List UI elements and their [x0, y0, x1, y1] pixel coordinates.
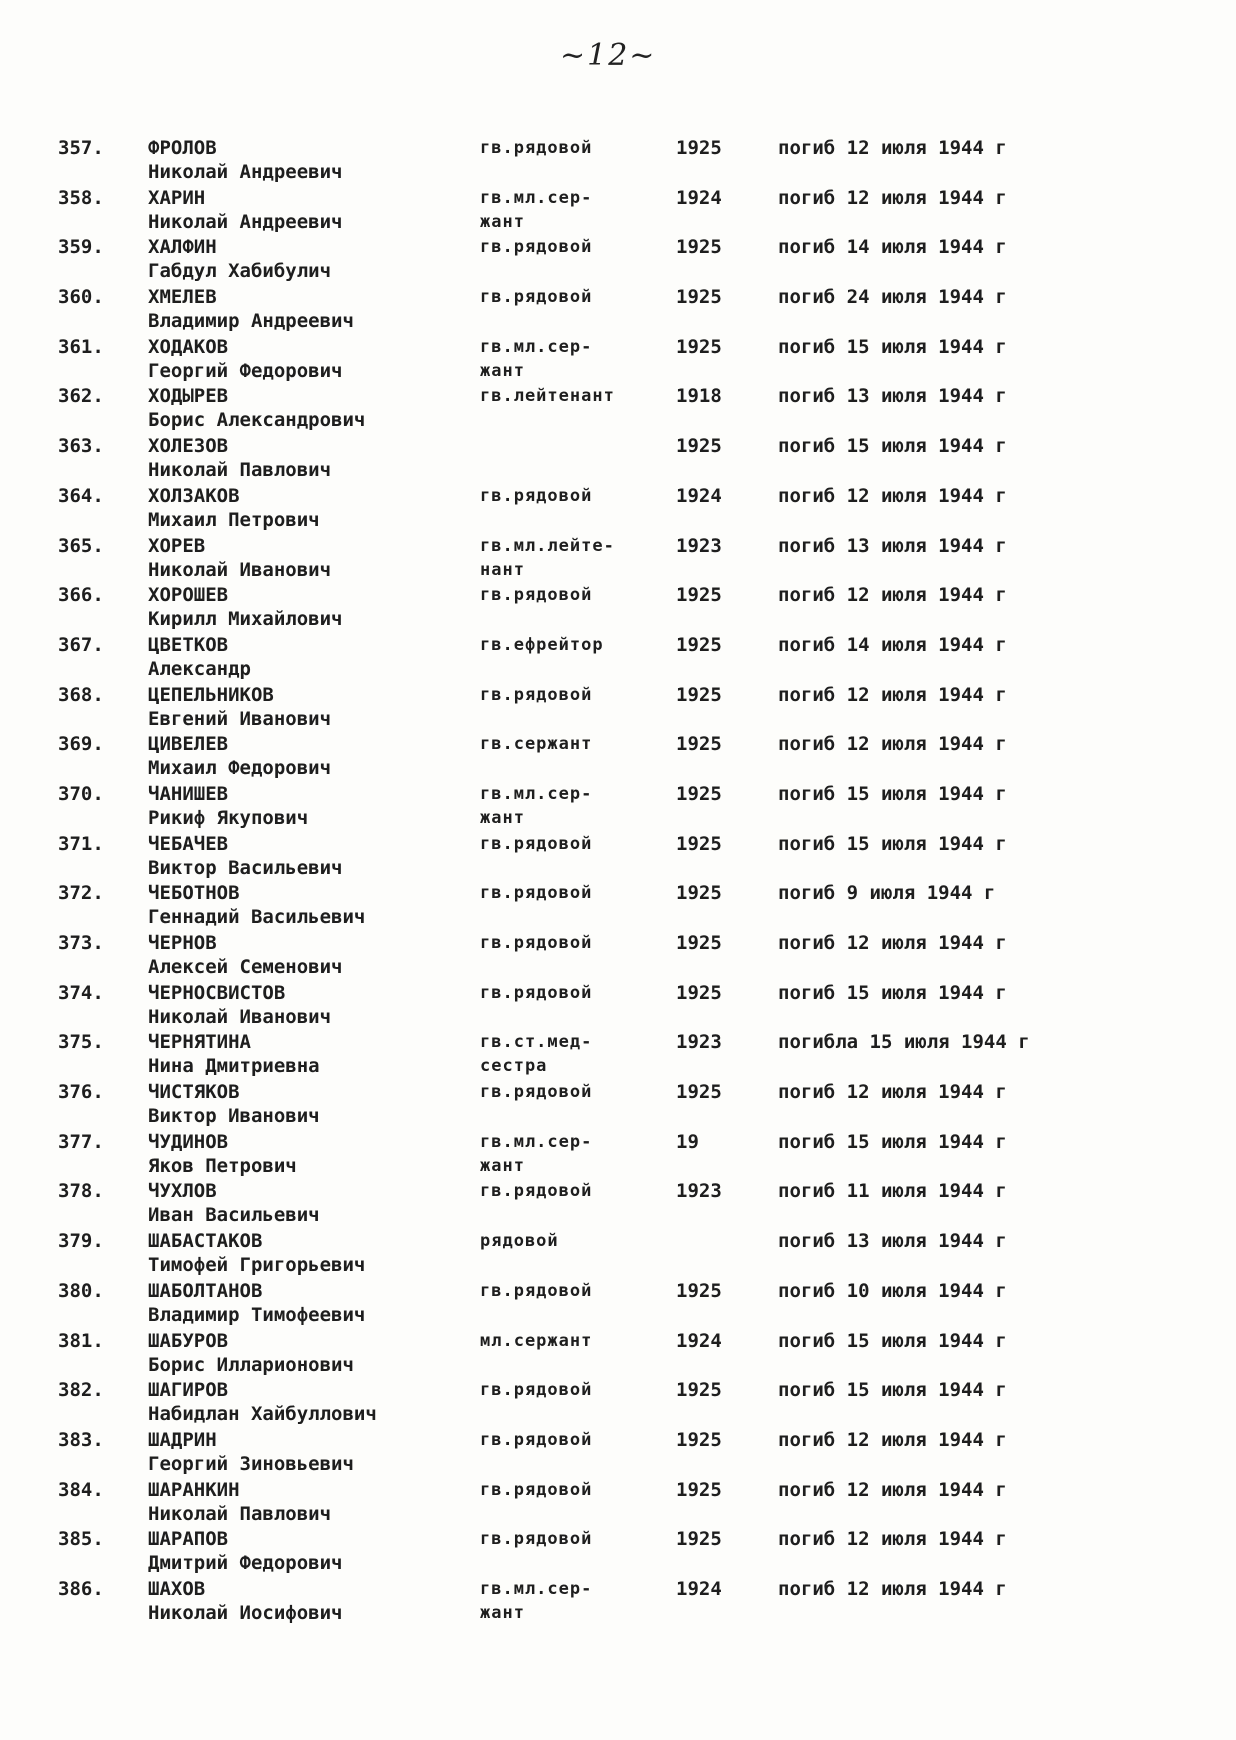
- entry-rank-line1: гв.рядовой: [480, 1280, 593, 1301]
- entry-rank-line1: гв.рядовой: [480, 1529, 593, 1550]
- entry-given-name: Нина Дмитриевна: [148, 1055, 320, 1078]
- entry-name: [148, 136, 342, 184]
- entry-rank: [480, 1030, 592, 1078]
- entry-rank: [480, 633, 604, 657]
- entry-rank-line1: гв.рядовой: [480, 1479, 593, 1500]
- entry-fate: погиб 11 июля 1944 г: [778, 1180, 1007, 1203]
- entry-number: 366.: [58, 584, 104, 607]
- entry-surname: ХМЕЛЕВ: [148, 286, 217, 309]
- entry-rank: [480, 1478, 592, 1502]
- list-item: [0, 136, 1236, 186]
- entry-rank-line1: гв.рядовой: [480, 287, 593, 308]
- entry-number: 365.: [58, 534, 104, 557]
- entry-rank-line1: гв.рядовой: [480, 1082, 593, 1103]
- entry-rank: [480, 732, 592, 756]
- entry-birth-year: 1925: [676, 236, 722, 259]
- entry-rank-line2: нант: [480, 559, 525, 580]
- entry-name: [148, 1329, 354, 1377]
- entry-fate: погиб 14 июля 1944 г: [778, 236, 1007, 259]
- entry-surname: ЧЕРНОВ: [148, 932, 217, 954]
- entry-fate: погиб 12 июля 1944 г: [778, 1478, 1007, 1501]
- entry-fate: погиб 15 июля 1944 г: [778, 782, 1007, 805]
- entry-number: 384.: [58, 1478, 104, 1501]
- entry-given-name: Владимир Тимофеевич: [148, 1303, 366, 1326]
- list-item: [0, 484, 1236, 534]
- entry-given-name: Георгий Зиновьевич: [148, 1452, 354, 1475]
- entry-fate: погиб 12 июля 1944 г: [778, 932, 1007, 954]
- entry-birth-year: 1925: [676, 1081, 722, 1104]
- list-item: [0, 186, 1236, 236]
- entry-rank: [480, 1428, 592, 1452]
- entry-rank: [480, 534, 615, 582]
- entry-rank-line1: гв.рядовой: [480, 684, 593, 705]
- entry-birth-year: 1925: [676, 633, 722, 656]
- entry-name: [148, 534, 331, 582]
- entry-number: 367.: [58, 633, 104, 656]
- entry-fate: погиб 9 июля 1944 г: [778, 882, 996, 905]
- entry-rank-line1: гв.рядовой: [480, 833, 593, 854]
- entry-name: [148, 335, 342, 383]
- entry-name: [148, 384, 365, 432]
- entry-name: [148, 1378, 377, 1426]
- entry-name: [148, 1179, 320, 1227]
- entry-name: [148, 583, 342, 631]
- entry-name: [148, 981, 331, 1029]
- entry-birth-year: 1924: [676, 1577, 722, 1600]
- page-number: ~12~: [560, 38, 657, 73]
- entry-surname: ЦВЕТКОВ: [148, 633, 229, 656]
- entry-rank: [480, 1527, 592, 1551]
- entry-surname: ХАРИН: [148, 186, 206, 209]
- entry-rank: [480, 1229, 559, 1253]
- entry-fate: погиб 15 июля 1944 г: [778, 1379, 1007, 1402]
- entry-rank: [480, 1329, 592, 1353]
- entry-birth-year: 1925: [676, 782, 722, 805]
- entry-birth-year: 1925: [676, 1279, 722, 1302]
- entry-surname: ЧУХЛОВ: [148, 1180, 217, 1203]
- entry-rank-line1: гв.рядовой: [480, 1380, 593, 1401]
- entry-surname: ЧУДИНОВ: [148, 1130, 229, 1153]
- entry-given-name: Владимир Андреевич: [148, 310, 354, 333]
- entry-rank-line1: гв.рядовой: [480, 883, 593, 904]
- entry-name: [148, 881, 365, 929]
- entry-given-name: Иван Васильевич: [148, 1204, 320, 1227]
- entry-given-name: Виктор Иванович: [148, 1105, 320, 1128]
- entry-number: 381.: [58, 1329, 104, 1352]
- list-item: [0, 633, 1236, 683]
- entry-birth-year: 1924: [676, 1329, 722, 1352]
- list-item: [0, 1478, 1236, 1528]
- entry-given-name: Евгений Иванович: [148, 707, 332, 730]
- entry-rank-line1: гв.мл.сер-: [480, 783, 593, 804]
- entry-given-name: Николай Павлович: [148, 459, 332, 482]
- entry-name: [148, 832, 342, 880]
- entry-name: [148, 1527, 342, 1575]
- entry-surname: ШАГИРОВ: [148, 1379, 229, 1402]
- entry-number: 378.: [58, 1180, 104, 1203]
- entry-rank-line1: гв.рядовой: [480, 933, 593, 953]
- entry-number: 373.: [58, 932, 104, 954]
- entry-fate: погибла 15 июля 1944 г: [778, 1031, 1030, 1054]
- entry-fate: погиб 12 июля 1944 г: [778, 1528, 1007, 1551]
- entry-fate: погиб 24 июля 1944 г: [778, 286, 1007, 309]
- entry-rank: [480, 186, 592, 234]
- list-item: [0, 1080, 1236, 1130]
- entry-given-name: Николай Андреевич: [148, 161, 343, 183]
- entry-fate: погиб 10 июля 1944 г: [778, 1279, 1007, 1302]
- entry-birth-year: 1923: [676, 1031, 722, 1054]
- entry-name: [148, 732, 331, 780]
- entry-birth-year: 1918: [676, 385, 722, 408]
- entry-name: [148, 1478, 331, 1526]
- entry-fate: погиб 15 июля 1944 г: [778, 335, 1007, 358]
- entry-fate: погиб 12 июля 1944 г: [778, 1428, 1007, 1451]
- list-item: [0, 335, 1236, 385]
- entry-name: [148, 782, 308, 830]
- list-item: [0, 285, 1236, 335]
- list-item: [0, 1279, 1236, 1329]
- entry-surname: ЦИВЕЛЕВ: [148, 733, 229, 756]
- entry-given-name: Георгий Федорович: [148, 359, 343, 382]
- entry-given-name: Михаил Федорович: [148, 757, 332, 780]
- entry-given-name: Николай Иосифович: [148, 1601, 343, 1624]
- entry-rank: [480, 1130, 592, 1178]
- list-item: [0, 981, 1236, 1031]
- list-item: [0, 1378, 1236, 1428]
- entry-rank-line1: мл.сержант: [480, 1330, 593, 1351]
- entry-birth-year: 1925: [676, 1478, 722, 1501]
- entry-given-name: Николай Иванович: [148, 1005, 332, 1028]
- entry-rank: [480, 981, 592, 1005]
- entry-birth-year: 1925: [676, 683, 722, 706]
- entry-birth-year: 1924: [676, 186, 722, 209]
- entry-surname: ХОРОШЕВ: [148, 584, 229, 607]
- entry-surname: ХОРЕВ: [148, 534, 206, 557]
- entry-rank-line1: гв.ст.мед-: [480, 1032, 593, 1053]
- entry-given-name: Рикиф Якупович: [148, 806, 309, 829]
- entry-given-name: Кирилл Михайлович: [148, 608, 343, 631]
- entry-birth-year: 1925: [676, 1528, 722, 1551]
- entry-surname: ХОДЫРЕВ: [148, 385, 229, 408]
- list-item: [0, 683, 1236, 733]
- entry-fate: погиб 13 июля 1944 г: [778, 1230, 1007, 1253]
- entry-fate: погиб 15 июля 1944 г: [778, 435, 1007, 458]
- entry-given-name: Яков Петрович: [148, 1154, 297, 1177]
- entry-surname: ЧИСТЯКОВ: [148, 1081, 240, 1104]
- entry-number: 360.: [58, 286, 104, 309]
- list-item: [0, 1577, 1236, 1627]
- entry-number: 386.: [58, 1577, 104, 1600]
- entry-surname: ФРОЛОВ: [148, 137, 217, 159]
- entry-birth-year: 1925: [676, 981, 722, 1004]
- entry-name: [148, 683, 331, 731]
- entry-number: 368.: [58, 683, 104, 706]
- entry-name: [148, 1130, 297, 1178]
- entry-surname: ЧЕРНЯТИНА: [148, 1031, 251, 1054]
- entry-rank-line2: сестра: [480, 1056, 548, 1077]
- entry-given-name: Алексей Семенович: [148, 956, 343, 978]
- entry-fate: погиб 12 июля 1944 г: [778, 1081, 1007, 1104]
- list-item: [0, 583, 1236, 633]
- entry-name: [148, 1577, 342, 1625]
- entry-rank-line1: гв.рядовой: [480, 1181, 593, 1202]
- list-item: [0, 782, 1236, 832]
- entry-fate: погиб 15 июля 1944 г: [778, 1329, 1007, 1352]
- entry-surname: ШАХОВ: [148, 1577, 206, 1600]
- entry-rank: [480, 583, 592, 607]
- entry-name: [148, 1030, 320, 1078]
- entry-fate: погиб 15 июля 1944 г: [778, 1130, 1007, 1153]
- entry-number: 369.: [58, 733, 104, 756]
- entry-fate: погиб 12 июля 1944 г: [778, 683, 1007, 706]
- entry-rank: [480, 1577, 592, 1625]
- entry-fate: погиб 12 июля 1944 г: [778, 1577, 1007, 1600]
- entry-fate: погиб 12 июля 1944 г: [778, 137, 1007, 159]
- entry-name: [148, 285, 354, 333]
- entry-rank-line2: жант: [480, 1602, 525, 1623]
- entry-birth-year: 1925: [676, 435, 722, 458]
- list-item: [0, 1229, 1236, 1279]
- entry-rank: [480, 1179, 592, 1203]
- entry-given-name: Николай Павлович: [148, 1502, 332, 1525]
- entry-given-name: Габдул Хабибулич: [148, 260, 332, 283]
- entry-rank-line1: гв.рядовой: [480, 585, 593, 606]
- entry-birth-year: 1925: [676, 137, 722, 159]
- entry-number: 359.: [58, 236, 104, 259]
- list-item: [0, 1130, 1236, 1180]
- entry-number: 377.: [58, 1130, 104, 1153]
- entry-number: 370.: [58, 782, 104, 805]
- entry-rank: [480, 384, 615, 408]
- entry-birth-year: 1925: [676, 335, 722, 358]
- entry-birth-year: 1923: [676, 1180, 722, 1203]
- entry-number: 376.: [58, 1081, 104, 1104]
- entry-fate: погиб 15 июля 1944 г: [778, 981, 1007, 1004]
- entry-rank: [480, 683, 592, 707]
- entry-fate: погиб 12 июля 1944 г: [778, 584, 1007, 607]
- list-item: [0, 931, 1236, 981]
- entry-surname: ШАДРИН: [148, 1428, 217, 1451]
- entry-number: 375.: [58, 1031, 104, 1054]
- entry-name: [148, 1428, 354, 1476]
- entry-rank-line1: гв.рядовой: [480, 982, 593, 1003]
- list-item: [0, 1428, 1236, 1478]
- entry-number: 363.: [58, 435, 104, 458]
- entry-rank-line1: гв.ефрейтор: [480, 634, 604, 655]
- list-item: [0, 434, 1236, 484]
- entry-rank: [480, 235, 592, 259]
- entry-birth-year: 1925: [676, 733, 722, 756]
- entry-birth-year: 19: [676, 1130, 699, 1153]
- entry-name: [148, 235, 331, 283]
- list-item: [0, 1527, 1236, 1577]
- entry-birth-year: 1924: [676, 484, 722, 507]
- entry-name: [148, 484, 320, 532]
- entry-birth-year: 1925: [676, 932, 722, 954]
- entry-number: 371.: [58, 832, 104, 855]
- entry-surname: ЧЕБАЧЕВ: [148, 832, 229, 855]
- list-item: [0, 732, 1236, 782]
- entry-name: [148, 1279, 365, 1327]
- entry-fate: погиб 14 июля 1944 г: [778, 633, 1007, 656]
- entry-given-name: Михаил Петрович: [148, 508, 320, 531]
- entry-rank-line1: гв.мл.сер-: [480, 1578, 593, 1599]
- entry-rank-line1: гв.мл.сер-: [480, 1131, 593, 1152]
- entry-rank-line1: гв.рядовой: [480, 237, 593, 258]
- entry-surname: ШАБУРОВ: [148, 1329, 229, 1352]
- entry-name: [148, 633, 251, 681]
- entry-name: [148, 1229, 365, 1277]
- entry-given-name: Виктор Васильевич: [148, 856, 343, 879]
- entry-rank-line1: гв.рядовой: [480, 1429, 593, 1450]
- entry-given-name: Тимофей Григорьевич: [148, 1254, 366, 1277]
- entry-surname: ЧАНИШЕВ: [148, 782, 229, 805]
- entry-given-name: Борис Александрович: [148, 409, 366, 432]
- entry-fate: погиб 12 июля 1944 г: [778, 733, 1007, 756]
- entry-rank-line1: гв.рядовой: [480, 138, 593, 158]
- entry-number: 385.: [58, 1528, 104, 1551]
- entry-name: [148, 931, 342, 979]
- entry-surname: ШАБОЛТАНОВ: [148, 1279, 263, 1302]
- entry-number: 383.: [58, 1428, 104, 1451]
- entry-rank: [480, 1378, 592, 1402]
- entry-number: 361.: [58, 335, 104, 358]
- entry-rank-line1: гв.лейтенант: [480, 386, 615, 407]
- entry-rank: [480, 335, 592, 383]
- entry-rank: [480, 136, 592, 160]
- casualty-list: [0, 136, 1236, 1627]
- entry-rank: [480, 1080, 592, 1104]
- entry-number: 357.: [58, 137, 104, 159]
- entry-given-name: Борис Илларионович: [148, 1353, 354, 1376]
- entry-fate: погиб 12 июля 1944 г: [778, 186, 1007, 209]
- entry-birth-year: 1925: [676, 286, 722, 309]
- entry-surname: ЧЕБОТНОВ: [148, 882, 240, 905]
- entry-fate: погиб 12 июля 1944 г: [778, 484, 1007, 507]
- entry-rank-line1: гв.рядовой: [480, 485, 593, 506]
- entry-given-name: Николай Андреевич: [148, 210, 343, 233]
- entry-number: 382.: [58, 1379, 104, 1402]
- entry-fate: погиб 13 июля 1944 г: [778, 534, 1007, 557]
- entry-rank-line1: гв.мл.лейте-: [480, 535, 615, 556]
- entry-rank-line2: жант: [480, 360, 525, 381]
- entry-name: [148, 434, 331, 482]
- entry-rank: [480, 881, 592, 905]
- entry-birth-year: 1925: [676, 882, 722, 905]
- entry-rank: [480, 285, 592, 309]
- entry-rank-line2: жант: [480, 211, 525, 232]
- entry-rank-line1: рядовой: [480, 1231, 559, 1252]
- entry-surname: ЦЕПЕЛЬНИКОВ: [148, 683, 274, 706]
- entry-birth-year: 1923: [676, 534, 722, 557]
- entry-name: [148, 1080, 320, 1128]
- entry-surname: ХОЛЕЗОВ: [148, 435, 229, 458]
- entry-rank: [480, 832, 592, 856]
- entry-rank: [480, 782, 592, 830]
- list-item: [0, 1329, 1236, 1379]
- entry-rank: [480, 931, 592, 955]
- entry-surname: ЧЕРНОСВИСТОВ: [148, 981, 286, 1004]
- entry-given-name: Дмитрий Федорович: [148, 1552, 343, 1575]
- list-item: [0, 384, 1236, 434]
- entry-given-name: Набидлан Хайбуллович: [148, 1403, 377, 1426]
- entry-rank-line2: жант: [480, 1155, 525, 1176]
- entry-rank-line1: гв.мл.сер-: [480, 187, 593, 208]
- entry-birth-year: 1925: [676, 584, 722, 607]
- entry-surname: ШАБАСТАКОВ: [148, 1230, 263, 1253]
- entry-number: 374.: [58, 981, 104, 1004]
- entry-rank-line2: жант: [480, 807, 525, 828]
- entry-rank-line1: гв.сержант: [480, 734, 593, 755]
- list-item: [0, 832, 1236, 882]
- entry-surname: ХОЛЗАКОВ: [148, 484, 240, 507]
- list-item: [0, 1179, 1236, 1229]
- entry-birth-year: 1925: [676, 1428, 722, 1451]
- entry-number: 358.: [58, 186, 104, 209]
- entry-fate: погиб 13 июля 1944 г: [778, 385, 1007, 408]
- entry-given-name: Александр: [148, 657, 251, 680]
- entry-surname: ХАЛФИН: [148, 236, 217, 259]
- entry-number: 380.: [58, 1279, 104, 1302]
- entry-given-name: Геннадий Васильевич: [148, 906, 366, 929]
- entry-given-name: Николай Иванович: [148, 558, 332, 581]
- entry-birth-year: 1925: [676, 1379, 722, 1402]
- entry-number: 364.: [58, 484, 104, 507]
- entry-surname: ШАРАПОВ: [148, 1528, 229, 1551]
- entry-rank: [480, 484, 592, 508]
- list-item: [0, 235, 1236, 285]
- list-item: [0, 1030, 1236, 1080]
- entry-birth-year: 1925: [676, 832, 722, 855]
- entry-name: [148, 186, 342, 234]
- entry-number: 379.: [58, 1230, 104, 1253]
- entry-surname: ХОДАКОВ: [148, 335, 229, 358]
- entry-fate: погиб 15 июля 1944 г: [778, 832, 1007, 855]
- entry-rank: [480, 1279, 592, 1303]
- list-item: [0, 881, 1236, 931]
- entry-surname: ШАРАНКИН: [148, 1478, 240, 1501]
- entry-number: 372.: [58, 882, 104, 905]
- list-item: [0, 534, 1236, 584]
- entry-rank-line1: гв.мл.сер-: [480, 336, 593, 357]
- entry-number: 362.: [58, 385, 104, 408]
